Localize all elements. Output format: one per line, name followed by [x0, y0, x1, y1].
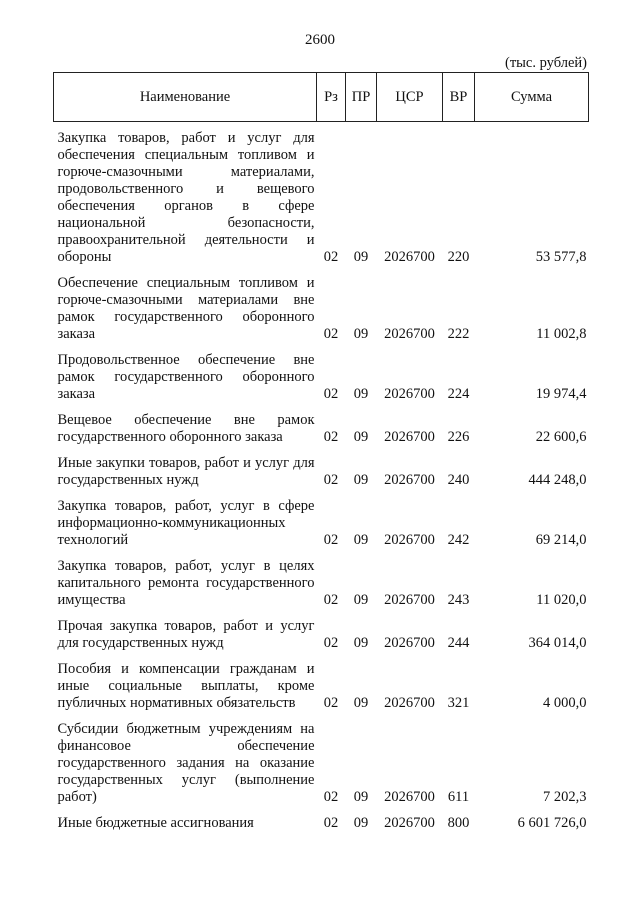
table-row	[54, 652, 589, 712]
row-vr: 242	[447, 532, 470, 548]
row-name: Субсидии бюджетным учреждениям на финансовое обеспечение государственного задания на оказание государственных услуг (выполнение работ)	[57, 721, 315, 805]
row-name: Иные бюджетные ассигнования	[57, 815, 254, 831]
row-csr: 2026700	[384, 695, 435, 711]
page-number: 2600	[305, 32, 335, 48]
header-csr: ЦСР	[377, 73, 443, 122]
table-row	[54, 403, 589, 446]
row-name: Вещевое обеспечение вне рамок государственного оборонного заказа	[57, 412, 315, 445]
row-sum: 19 974,4	[535, 386, 587, 402]
table-row	[54, 446, 589, 489]
row-csr: 2026700	[384, 386, 435, 402]
row-pr: 09	[353, 695, 369, 711]
row-sum: 6 601 726,0	[517, 815, 587, 831]
units-label: (тыс. рублей)	[505, 55, 587, 71]
row-sum: 53 577,8	[535, 249, 587, 265]
row-csr: 2026700	[384, 815, 435, 831]
row-vr: 321	[447, 695, 470, 711]
row-rz: 02	[323, 789, 339, 805]
row-pr: 09	[353, 386, 369, 402]
row-name: Закупка товаров, работ, услуг в сфере информационно-коммуникационных технологий	[57, 498, 315, 548]
row-csr: 2026700	[384, 532, 435, 548]
row-name: Пособия и компенсации гражданам и иные социальные выплаты, кроме публичных нормативных обязательств	[57, 661, 315, 711]
row-rz: 02	[323, 532, 339, 548]
table-row	[54, 343, 589, 403]
row-sum: 364 014,0	[528, 635, 587, 651]
row-vr: 220	[447, 249, 470, 265]
header-sum: Сумма	[475, 73, 589, 122]
row-rz: 02	[323, 635, 339, 651]
row-sum: 11 020,0	[536, 592, 587, 608]
row-rz: 02	[323, 815, 339, 831]
row-sum: 22 600,6	[535, 429, 587, 445]
row-pr: 09	[353, 532, 369, 548]
row-csr: 2026700	[384, 429, 435, 445]
row-rz: 02	[323, 695, 339, 711]
row-pr: 09	[353, 472, 369, 488]
row-sum: 11 002,8	[536, 326, 587, 342]
row-sum: 69 214,0	[535, 532, 587, 548]
row-name: Иные закупки товаров, работ и услуг для государственных нужд	[57, 455, 315, 488]
row-csr: 2026700	[384, 789, 435, 805]
row-rz: 02	[323, 386, 339, 402]
row-pr: 09	[353, 815, 369, 831]
row-vr: 243	[447, 592, 470, 608]
table-row	[54, 266, 589, 343]
row-vr: 226	[447, 429, 470, 445]
row-rz: 02	[323, 249, 339, 265]
row-csr: 2026700	[384, 326, 435, 342]
row-name: Обеспечение специальным топливом и горюче-смазочными материалами вне рамок государственного оборонного заказа	[57, 275, 315, 342]
row-csr: 2026700	[384, 472, 435, 488]
row-pr: 09	[353, 326, 369, 342]
row-name: Закупка товаров, работ и услуг для обеспечения специальным топливом и горюче-смазочными материалами, продовольственного и вещевого обеспечения органов в сфере национальной безопасности, правоохранительной деятельности и обороны	[57, 130, 315, 265]
row-vr: 611	[447, 789, 470, 805]
row-pr: 09	[353, 592, 369, 608]
row-name: Прочая закупка товаров, работ и услуг для государственных нужд	[57, 618, 315, 651]
row-csr: 2026700	[384, 249, 435, 265]
table-row	[54, 806, 589, 832]
header-pr: ПР	[346, 73, 377, 122]
row-name: Закупка товаров, работ, услуг в целях капитального ремонта государственного имущества	[57, 558, 315, 608]
table-row	[54, 549, 589, 609]
row-pr: 09	[353, 249, 369, 265]
header-rz: Рз	[317, 73, 346, 122]
row-vr: 224	[447, 386, 470, 402]
row-csr: 2026700	[384, 635, 435, 651]
row-vr: 244	[447, 635, 470, 651]
table-row	[54, 712, 589, 806]
row-rz: 02	[323, 429, 339, 445]
row-sum: 4 000,0	[543, 695, 587, 711]
header-vr: ВР	[443, 73, 475, 122]
row-vr: 800	[447, 815, 470, 831]
table-row	[54, 609, 589, 652]
row-pr: 09	[353, 789, 369, 805]
row-pr: 09	[353, 429, 369, 445]
table-row	[54, 122, 589, 267]
row-rz: 02	[323, 592, 339, 608]
row-rz: 02	[323, 472, 339, 488]
budget-table	[53, 72, 589, 832]
row-pr: 09	[353, 635, 369, 651]
row-vr: 222	[447, 326, 470, 342]
row-vr: 240	[447, 472, 470, 488]
table-row	[54, 489, 589, 549]
row-sum: 444 248,0	[528, 472, 587, 488]
row-csr: 2026700	[384, 592, 435, 608]
table-header-row	[54, 73, 589, 122]
row-name: Продовольственное обеспечение вне рамок государственного оборонного заказа	[57, 352, 315, 402]
header-name: Наименование	[54, 73, 317, 122]
row-sum: 7 202,3	[543, 789, 587, 805]
row-rz: 02	[323, 326, 339, 342]
